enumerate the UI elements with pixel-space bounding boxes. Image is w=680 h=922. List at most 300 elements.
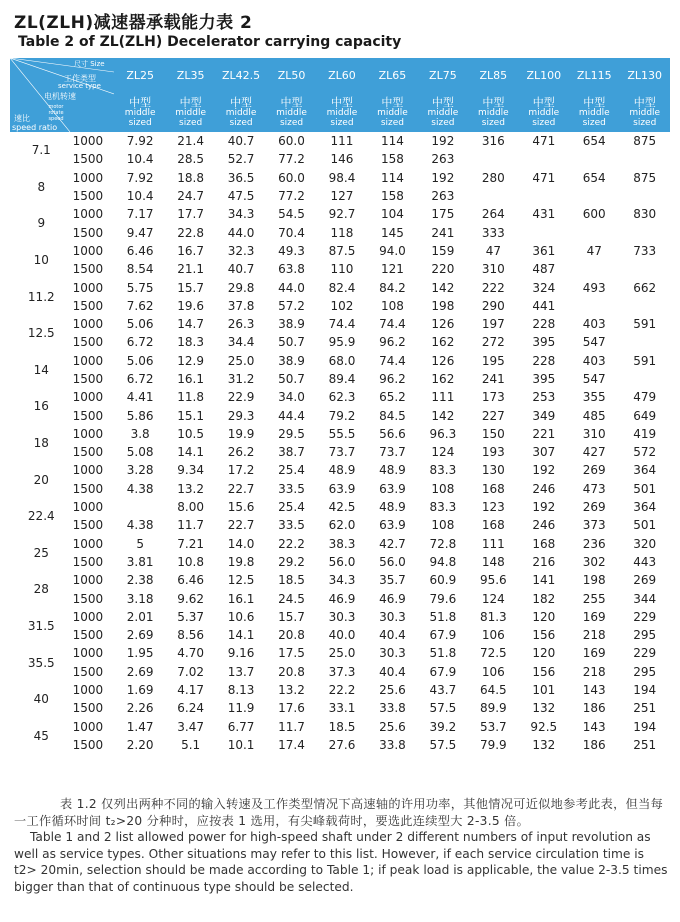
value-cell: 246 — [532, 481, 556, 496]
value-cell: 25.0 — [227, 353, 255, 368]
value-cell: 15.1 — [177, 408, 204, 423]
value-cell: 120 — [532, 609, 556, 624]
speed-cell: 1000 — [72, 280, 104, 295]
value-cell: 47 — [485, 243, 501, 258]
speed-cell: 1000 — [72, 719, 104, 734]
corner-ratio-en: speed ratio — [12, 123, 58, 132]
value-cell: 96.2 — [379, 335, 406, 350]
value-cell: 10.4 — [126, 152, 154, 167]
value-cell: 241 — [431, 225, 455, 240]
value-cell: 114 — [380, 170, 404, 185]
value-cell: 227 — [481, 408, 505, 423]
value-cell: 192 — [532, 500, 556, 515]
value-cell: 79.6 — [429, 591, 457, 606]
value-cell: 17.6 — [278, 701, 305, 716]
table-row — [10, 333, 670, 351]
value-cell: 2.69 — [126, 664, 154, 679]
value-cell: 67.9 — [429, 664, 457, 679]
value-cell: 310 — [481, 262, 505, 277]
value-cell: 65.2 — [379, 390, 406, 405]
size-cn-label: 中型 — [129, 95, 152, 109]
value-cell: 22.7 — [227, 518, 255, 533]
value-cell: 22.7 — [227, 481, 255, 496]
value-cell: 145 — [380, 225, 404, 240]
value-cell: 222 — [481, 280, 505, 295]
value-cell: 19.9 — [227, 426, 255, 441]
value-cell: 84.2 — [379, 280, 406, 295]
ratio-cell: 7.1 — [31, 143, 51, 158]
value-cell: 38.9 — [278, 317, 305, 332]
table-row — [10, 480, 670, 498]
value-cell — [619, 297, 670, 315]
speed-cell: 1000 — [72, 683, 104, 698]
value-cell: 74.4 — [328, 317, 356, 332]
table-row — [10, 205, 670, 223]
speed-cell: 1000 — [72, 536, 104, 551]
speed-cell: 1500 — [72, 591, 104, 606]
value-cell: 16.1 — [177, 372, 204, 386]
value-cell: 192 — [431, 170, 455, 185]
value-cell: 40.7 — [227, 262, 255, 277]
size-cn-label: 中型 — [179, 95, 202, 109]
value-cell: 17.7 — [177, 207, 204, 222]
speed-cell: 1500 — [72, 481, 104, 496]
model-header: ZL130 — [619, 58, 670, 92]
value-cell: 11.8 — [177, 390, 204, 405]
speed-cell: 1000 — [72, 646, 104, 661]
value-cell: 39.2 — [429, 719, 457, 734]
value-cell: 25.4 — [278, 463, 305, 478]
table-row — [10, 150, 670, 168]
value-cell: 29.3 — [227, 408, 255, 423]
ratio-cell: 45 — [33, 728, 49, 743]
value-cell: 186 — [582, 737, 606, 752]
value-cell: 141 — [532, 573, 556, 588]
value-cell: 60.9 — [429, 573, 457, 588]
size-cn-label: 中型 — [431, 95, 454, 109]
value-cell: 193 — [481, 445, 505, 460]
value-cell: 263 — [431, 152, 455, 167]
value-cell: 94.0 — [379, 243, 406, 258]
value-cell: 7.62 — [126, 298, 154, 313]
value-cell: 272 — [481, 335, 505, 350]
value-cell: 20.8 — [278, 664, 305, 679]
value-cell: 124 — [431, 445, 455, 460]
value-cell: 96.2 — [379, 372, 406, 386]
size-cn-label: 中型 — [482, 95, 505, 109]
value-cell: 198 — [431, 298, 455, 313]
table-body — [10, 132, 670, 754]
value-cell: 18.5 — [328, 719, 356, 734]
value-cell: 44.0 — [227, 225, 255, 240]
value-cell: 108 — [380, 298, 404, 313]
value-cell: 8.54 — [126, 262, 154, 277]
value-cell: 98.4 — [328, 170, 356, 185]
value-cell: 17.5 — [278, 646, 305, 661]
value-cell: 40.0 — [328, 628, 356, 643]
value-cell — [569, 187, 619, 205]
value-cell: 2.26 — [126, 701, 154, 716]
value-cell: 6.72 — [126, 335, 154, 350]
value-cell: 875 — [633, 134, 657, 149]
value-cell: 28.5 — [177, 152, 204, 167]
value-cell: 72.5 — [479, 646, 507, 661]
value-cell: 121 — [380, 262, 404, 277]
value-cell: 654 — [582, 170, 606, 185]
ratio-cell: 9 — [37, 216, 46, 231]
value-cell: 37.8 — [227, 298, 255, 313]
value-cell: 169 — [582, 646, 606, 661]
value-cell: 16.1 — [227, 591, 255, 606]
value-cell: 6.72 — [126, 372, 154, 386]
value-cell: 17.4 — [278, 737, 305, 752]
value-cell: 3.81 — [126, 554, 154, 569]
value-cell: 95.6 — [479, 573, 507, 588]
value-cell: 6.46 — [177, 573, 204, 588]
speed-cell: 1500 — [72, 518, 104, 533]
value-cell: 46.9 — [328, 591, 356, 606]
value-cell: 37.3 — [328, 664, 356, 679]
speed-cell: 1500 — [72, 554, 104, 569]
value-cell: 10.1 — [227, 737, 255, 752]
value-cell: 156 — [532, 628, 556, 643]
value-cell: 5.06 — [126, 353, 154, 368]
ratio-cell: 28 — [33, 582, 49, 597]
value-cell — [619, 223, 670, 241]
table-row — [10, 608, 670, 626]
value-cell: 290 — [481, 298, 505, 313]
value-cell: 74.4 — [379, 317, 406, 332]
value-cell: 32.3 — [227, 243, 255, 258]
size-header — [569, 92, 619, 132]
value-cell: 132 — [532, 737, 556, 752]
value-cell: 344 — [633, 591, 657, 606]
value-cell: 13.2 — [278, 683, 305, 698]
value-cell: 25.0 — [328, 646, 356, 661]
value-cell: 73.7 — [328, 445, 356, 460]
size-cn-label: 中型 — [230, 95, 253, 109]
table-row — [10, 681, 670, 699]
value-cell: 67.9 — [429, 628, 457, 643]
value-cell: 38.9 — [278, 353, 305, 368]
size-header — [216, 92, 266, 132]
size-header — [367, 92, 417, 132]
value-cell: 142 — [431, 280, 455, 295]
ratio-cell: 25 — [33, 545, 49, 560]
value-cell: 10.5 — [177, 426, 204, 441]
corner-size-label: 尺寸 Size — [74, 60, 105, 68]
value-cell: 68.0 — [328, 353, 356, 368]
value-cell: 57.5 — [429, 737, 457, 752]
value-cell: 194 — [633, 719, 657, 734]
capacity-table-container — [10, 58, 670, 754]
value-cell: 36.5 — [227, 170, 255, 185]
value-cell: 143 — [582, 719, 606, 734]
value-cell: 25.6 — [379, 683, 406, 698]
value-cell: 198 — [582, 573, 606, 588]
value-cell: 2.01 — [126, 609, 154, 624]
value-cell: 60.0 — [278, 170, 305, 185]
speed-cell: 1500 — [72, 737, 104, 752]
value-cell — [569, 260, 619, 278]
value-cell: 25.4 — [278, 500, 305, 515]
value-cell: 316 — [481, 134, 505, 149]
size-en-label: middle sized — [124, 107, 156, 128]
value-cell — [519, 223, 569, 241]
value-cell: 246 — [532, 518, 556, 533]
value-cell — [519, 150, 569, 168]
value-cell: 441 — [532, 298, 556, 313]
value-cell: 47.5 — [227, 189, 255, 204]
value-cell: 111 — [481, 536, 505, 551]
value-cell: 33.5 — [278, 481, 305, 496]
value-cell: 92.5 — [530, 719, 558, 734]
size-header — [619, 92, 670, 132]
table-row — [10, 260, 670, 278]
value-cell: 123 — [481, 500, 505, 515]
value-cell: 1.95 — [126, 646, 154, 661]
value-cell: 14.1 — [227, 628, 255, 643]
value-cell: 168 — [532, 536, 556, 551]
value-cell: 73.7 — [379, 445, 406, 460]
value-cell: 9.62 — [177, 591, 204, 606]
value-cell: 6.24 — [177, 701, 204, 716]
value-cell: 192 — [532, 463, 556, 478]
value-cell: 95.9 — [328, 335, 356, 350]
value-cell: 26.3 — [227, 317, 255, 332]
value-cell: 11.9 — [227, 701, 255, 716]
table-row — [10, 553, 670, 571]
speed-cell: 1000 — [72, 609, 104, 624]
value-cell: 479 — [633, 390, 657, 405]
value-cell: 295 — [633, 664, 657, 679]
value-cell: 64.5 — [479, 683, 507, 698]
value-cell: 42.5 — [328, 500, 356, 515]
value-cell: 87.5 — [328, 243, 356, 258]
value-cell: 236 — [582, 536, 606, 551]
value-cell: 31.2 — [227, 372, 255, 386]
value-cell: 295 — [633, 628, 657, 643]
value-cell: 4.38 — [126, 481, 154, 496]
value-cell — [619, 260, 670, 278]
value-cell: 104 — [380, 207, 404, 222]
ratio-cell: 18 — [33, 436, 49, 451]
value-cell — [619, 333, 670, 351]
table-row — [10, 699, 670, 717]
speed-cell: 1500 — [72, 372, 104, 386]
speed-cell: 1500 — [72, 225, 104, 240]
value-cell: 19.6 — [177, 298, 204, 313]
model-header: ZL25 — [115, 58, 165, 92]
value-cell: 197 — [481, 317, 505, 332]
value-cell — [569, 223, 619, 241]
speed-cell: 1500 — [72, 298, 104, 313]
value-cell: 169 — [582, 609, 606, 624]
value-cell: 302 — [582, 554, 606, 569]
value-cell: 19.8 — [227, 554, 255, 569]
value-cell: 56.6 — [379, 426, 406, 441]
table-row — [10, 388, 670, 406]
ratio-cell: 20 — [33, 472, 49, 487]
value-cell: 263 — [431, 189, 455, 204]
value-cell: 89.9 — [479, 701, 507, 716]
value-cell: 9.16 — [227, 646, 255, 661]
value-cell: 364 — [633, 463, 657, 478]
value-cell: 253 — [532, 390, 556, 405]
value-cell: 3.47 — [177, 719, 204, 734]
value-cell: 21.1 — [177, 262, 204, 277]
value-cell: 875 — [633, 170, 657, 185]
table-row — [10, 663, 670, 681]
value-cell: 56.0 — [379, 554, 406, 569]
value-cell: 8.00 — [177, 500, 204, 515]
speed-cell: 1500 — [72, 701, 104, 716]
value-cell: 324 — [532, 280, 556, 295]
value-cell: 57.5 — [429, 701, 457, 716]
value-cell: 22.8 — [177, 225, 204, 240]
speed-cell: 1000 — [72, 170, 104, 185]
value-cell: 221 — [532, 426, 556, 441]
value-cell: 269 — [582, 500, 606, 515]
value-cell: 4.38 — [126, 518, 154, 533]
value-cell: 264 — [481, 207, 505, 222]
table-row — [10, 425, 670, 443]
value-cell: 146 — [330, 152, 354, 167]
value-cell: 10.4 — [126, 189, 154, 204]
speed-cell: 1500 — [72, 335, 104, 350]
value-cell: 38.7 — [278, 445, 305, 460]
value-cell: 1.47 — [126, 719, 154, 734]
value-cell: 72.8 — [429, 536, 457, 551]
value-cell: 21.4 — [177, 134, 204, 149]
value-cell: 74.4 — [379, 353, 406, 368]
speed-cell: 1000 — [72, 426, 104, 441]
value-cell: 42.7 — [379, 536, 406, 551]
value-cell — [569, 297, 619, 315]
ratio-cell: 22.4 — [27, 509, 55, 524]
value-cell: 14.7 — [177, 317, 204, 332]
value-cell: 22.2 — [328, 683, 356, 698]
table-row — [10, 571, 670, 589]
value-cell: 591 — [633, 317, 657, 332]
value-cell: 485 — [582, 408, 606, 423]
value-cell: 9.47 — [126, 225, 154, 240]
value-cell: 83.3 — [429, 463, 457, 478]
value-cell: 34.3 — [227, 207, 255, 222]
table-row — [10, 352, 670, 370]
value-cell: 269 — [633, 573, 657, 588]
value-cell: 43.7 — [429, 683, 457, 698]
value-cell: 431 — [532, 207, 556, 222]
value-cell: 30.3 — [328, 609, 356, 624]
value-cell — [619, 187, 670, 205]
value-cell — [468, 150, 518, 168]
value-cell: 3.28 — [126, 463, 154, 478]
size-header — [519, 92, 569, 132]
value-cell: 7.92 — [126, 134, 154, 149]
table-row — [10, 443, 670, 461]
value-cell: 194 — [633, 683, 657, 698]
table-row — [10, 297, 670, 315]
value-cell: 111 — [431, 390, 455, 405]
value-cell: 158 — [380, 152, 404, 167]
ratio-cell: 10 — [33, 253, 49, 268]
table-row — [10, 187, 670, 205]
value-cell: 79.9 — [479, 737, 507, 752]
table-row — [10, 535, 670, 553]
size-header — [468, 92, 518, 132]
size-cn-label: 中型 — [280, 95, 303, 109]
value-cell: 547 — [582, 372, 606, 386]
value-cell: 40.7 — [227, 134, 255, 149]
size-cn-label: 中型 — [633, 95, 656, 109]
value-cell: 33.1 — [328, 701, 356, 716]
value-cell: 11.7 — [278, 719, 305, 734]
speed-cell: 1500 — [72, 152, 104, 167]
speed-cell: 1000 — [72, 500, 104, 515]
value-cell: 51.8 — [429, 646, 457, 661]
value-cell: 38.3 — [328, 536, 356, 551]
speed-cell: 1000 — [72, 463, 104, 478]
value-cell: 13.7 — [227, 664, 255, 679]
value-cell: 4.41 — [126, 390, 154, 405]
value-cell: 50.7 — [278, 335, 305, 350]
value-cell: 50.7 — [278, 372, 305, 386]
value-cell: 361 — [532, 243, 556, 258]
value-cell: 7.02 — [177, 664, 204, 679]
value-cell: 25.6 — [379, 719, 406, 734]
speed-cell: 1000 — [72, 573, 104, 588]
value-cell: 101 — [532, 683, 556, 698]
size-en-label: middle sized — [528, 107, 560, 128]
value-cell: 2.38 — [126, 573, 154, 588]
value-cell: 132 — [532, 701, 556, 716]
size-header — [266, 92, 316, 132]
corner-type-en: service type — [58, 82, 101, 90]
value-cell: 150 — [481, 426, 505, 441]
value-cell: 733 — [633, 243, 657, 258]
value-cell: 33.5 — [278, 518, 305, 533]
model-header: ZL115 — [569, 58, 619, 92]
value-cell: 333 — [481, 225, 505, 240]
value-cell: 228 — [532, 353, 556, 368]
value-cell: 33.8 — [379, 701, 406, 716]
value-cell: 173 — [481, 390, 505, 405]
value-cell: 108 — [431, 518, 455, 533]
model-header: ZL85 — [468, 58, 518, 92]
speed-cell: 1500 — [72, 445, 104, 460]
value-cell — [569, 150, 619, 168]
size-en-label: middle sized — [326, 107, 358, 128]
size-en-label: middle sized — [427, 107, 459, 128]
value-cell: 106 — [481, 628, 505, 643]
value-cell: 156 — [532, 664, 556, 679]
value-cell: 47 — [586, 243, 602, 258]
value-cell: 175 — [431, 207, 455, 222]
value-cell: 52.7 — [227, 152, 255, 167]
value-cell: 15.7 — [177, 280, 204, 295]
value-cell: 13.2 — [177, 481, 204, 496]
value-cell: 6.46 — [126, 243, 154, 258]
value-cell: 63.9 — [328, 481, 356, 496]
speed-cell: 1500 — [72, 189, 104, 204]
value-cell: 142 — [431, 408, 455, 423]
speed-cell: 1000 — [72, 207, 104, 222]
value-cell: 127 — [330, 189, 354, 204]
value-cell: 54.5 — [278, 207, 305, 222]
value-cell: 255 — [582, 591, 606, 606]
table-row — [10, 736, 670, 754]
